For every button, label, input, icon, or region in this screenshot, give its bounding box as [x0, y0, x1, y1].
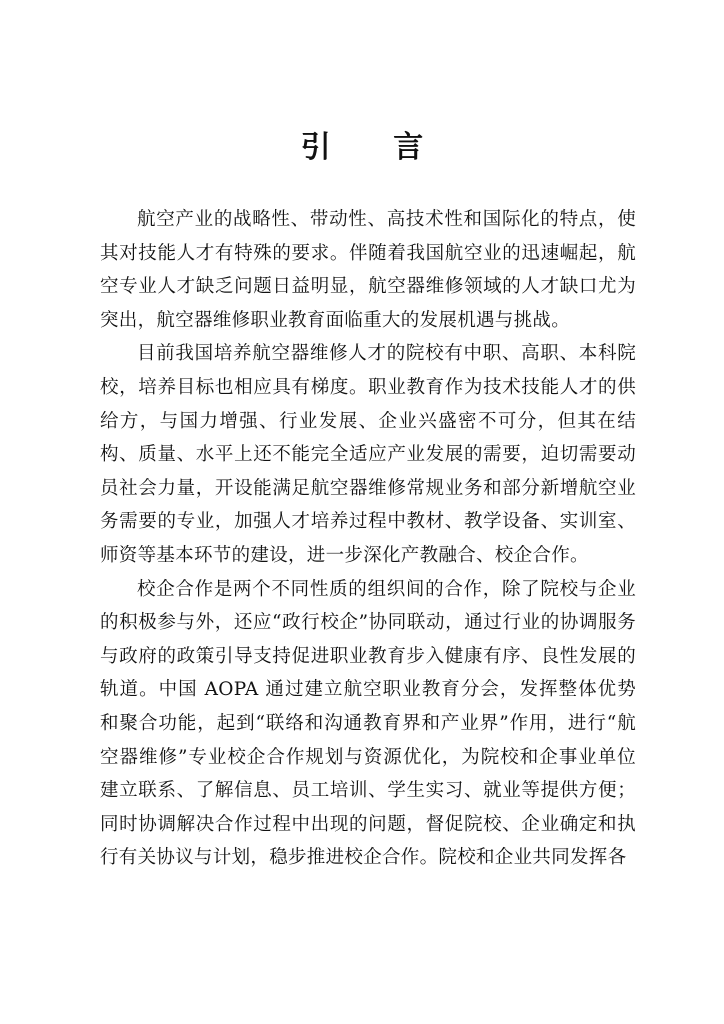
page-title: 引 言 [300, 130, 450, 165]
body-text [100, 203, 636, 875]
paragraph-3: 校企合作是两个不同性质的组织间的合作，除了院校与企业的积极参与外，还应“政行校企”协同联动，通过行业的协调服务与政府的政策引导支持促进职业教育步入健康有序、良性发展的轨道。中国 AOPA 通过建立航空职业教育分会，发挥整体优势和聚合功能，起到“联络和沟通教育界和产业界”作用，进行“航空器维修”专业校企合作规划与资源优化，为院校和企事业单位建立联系、了解信息、员工培训、学生实习、就业等提供方便；同时协调解决合作过程中出现的问题，督促院校、企业确定和执行有关协议与计划，稳步推进校企合作。院校和企业共同发挥各 [100, 578, 636, 869]
paragraph-1: 航空产业的战略性、带动性、高技术性和国际化的特点，使其对技能人才有特殊的要求。伴随着我国航空业的迅速崛起，航空专业人才缺乏问题日益明显，航空器维修领域的人才缺口尤为突出，航空器维修职业教育面临重大的发展机遇与挑战。 [100, 209, 636, 331]
paragraph-2: 目前我国培养航空器维修人才的院校有中职、高职、本科院校，培养目标也相应具有梯度。职业教育作为技术技能人才的供给方，与国力增强、行业发展、企业兴盛密不可分，但其在结构、质量、水平上还不能完全适应产业发展的需要，迫切需要动员社会力量，开设能满足航空器维修常规业务和部分新增航空业务需要的专业，加强人才培养过程中教材、教学设备、实训室、师资等基本环节的建设，进一步深化产教融合、校企合作。 [100, 343, 636, 566]
